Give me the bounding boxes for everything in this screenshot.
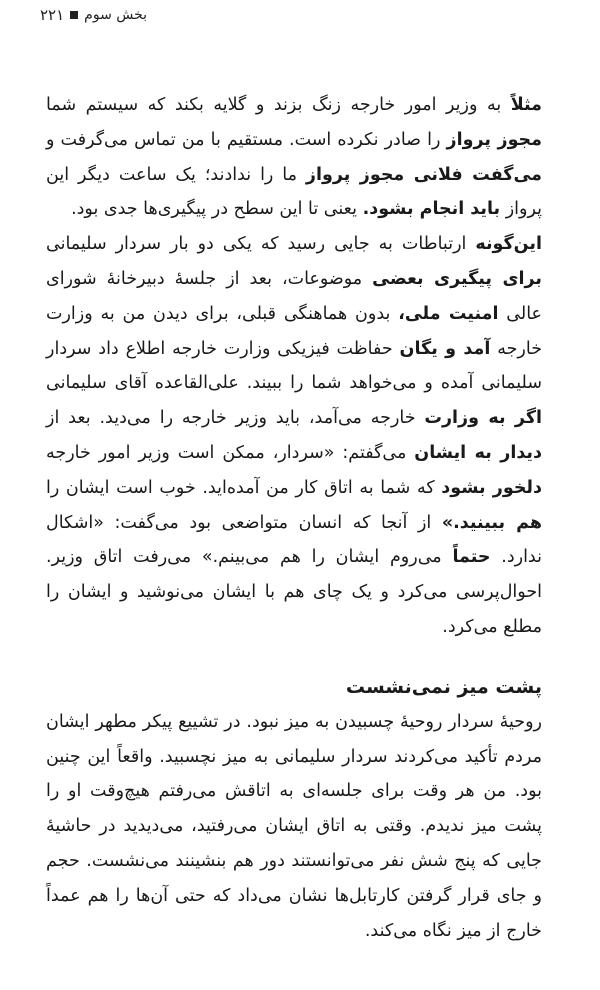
p2-bold-3: امنیت ملی، bbox=[398, 303, 499, 324]
p1-text-3: ما را ندادند؛ یک ساعت دیگر این پرواز bbox=[46, 164, 542, 220]
section-title: بخش سوم bbox=[84, 7, 148, 23]
p2-text-8: از آنجا که انسان متواضعی بود می‌گفت: «اشکال ندارد. bbox=[46, 512, 542, 568]
p1-text-4: یعنی تا این سطح در پیگیری‌ها جدی بود. bbox=[71, 199, 363, 220]
section-heading: پشت میز نمی‌نشست bbox=[345, 675, 542, 698]
page-number: ۲۲۱ bbox=[40, 6, 65, 24]
running-head bbox=[40, 6, 147, 24]
p1-bold-2: مجوز پرواز bbox=[446, 129, 543, 150]
p2-bold-8: هم ببینید.» bbox=[441, 512, 543, 533]
p2-text-4: حفاظت فیزیکی وزارت خارجه اطلاع داد سردار سلیمانی آمده و می‌خواهد شما را ببیند. علی‌القاعده آقای سلیمانی bbox=[46, 338, 542, 394]
p2-bold-2: برای پیگیری بعضی bbox=[372, 268, 542, 289]
p2-bold-9: حتماً bbox=[452, 547, 491, 568]
p2-text-2: موضوعات، بعد از جلسهٔ دبیرخانهٔ شورای عالی bbox=[46, 268, 542, 324]
p1-text-1: به وزیر امور خارجه زنگ بزند و گلایه بکند که سیستم شما bbox=[46, 95, 511, 115]
p2-text-7: که شما به اتاق کار من آمده‌اید. خوب است ایشان را bbox=[46, 477, 442, 498]
body-text bbox=[46, 88, 542, 948]
p1-bold-3: می‌گفت فلانی مجوز پرواز bbox=[305, 164, 543, 185]
p2-bold-6: دیدار به ایشان bbox=[414, 442, 542, 463]
p2-text-5: خارجه می‌آمد، باید وزیر خارجه را می‌دید. بعد از bbox=[46, 408, 425, 429]
p2-text-9: می‌روم ایشان را هم می‌بینم.» می‌رفت اتاق وزیر. احوال‌پرسی می‌کرد و یک چای هم با ایشان می‌نوشید و ایشان را مطلع می‌کرد. bbox=[46, 547, 542, 637]
p2-text-3: بدون هماهنگی قبلی، برای دیدن من به وزارت خارجه bbox=[46, 303, 543, 359]
paragraph-3: روحیهٔ سردار روحیهٔ چسبیدن به میز نبود. در تشییع پیکر مطهر ایشان مردم تأکید می‌کردند سردار سلیمانی به میز نچسبید. واقعاً این چنین بود. من هر وقت برای جلسه‌ای به اتاقش می‌رفتم هیچ‌وقت او را پشت میز ندیدم. وقتی به اتاق ایشان می‌رفتید، می‌دیدید در حاشیهٔ جایی که پنج شش نفر می‌توانستند دور هم بنشینند می‌نشست. حجم و جای قرار گرفتن کارتابل‌ها نشان می‌داد که حتی آن‌ها را هم عمداً خارج از میز نگاه می‌کند. bbox=[46, 711, 542, 941]
p2-bold-5: اگر به وزارت bbox=[424, 408, 542, 429]
p1-bold-1: مثلاً bbox=[510, 95, 542, 115]
paragraph-2 bbox=[46, 227, 542, 645]
separator-square-icon bbox=[70, 11, 78, 19]
p2-text-6: می‌گفتم: «سردار، ممکن است وزیر امور خارجه bbox=[46, 442, 415, 463]
p2-text-1: ارتباطات به جایی رسید که یکی دو بار سردار سلیمانی bbox=[46, 234, 476, 255]
p2-bold-4: آمد و یگان bbox=[399, 338, 491, 359]
p2-bold-7: دلخور بشود bbox=[441, 477, 542, 498]
p1-bold-4: باید انجام بشود. bbox=[362, 199, 501, 220]
p1-text-2: را صادر نکرده است. مستقیم با من تماس می‌گرفت و bbox=[46, 129, 447, 150]
paragraph-1 bbox=[46, 88, 542, 227]
p2-bold-1: این‌گونه bbox=[475, 234, 542, 255]
